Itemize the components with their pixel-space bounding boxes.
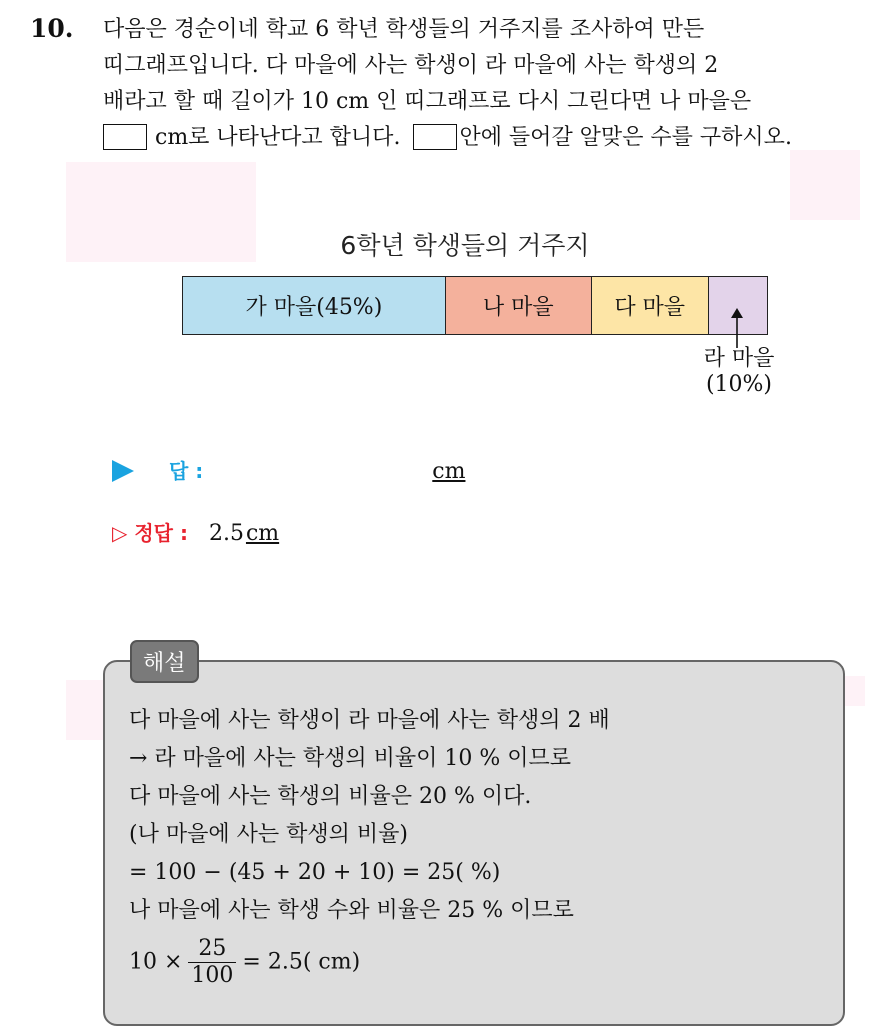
question-line: 띠그래프입니다. 다 마을에 사는 학생이 라 마을에 사는 학생의 2	[103, 53, 719, 78]
correct-answer-row	[112, 517, 279, 546]
formula-lead: 10 ×	[129, 949, 183, 975]
answer-row	[112, 455, 465, 484]
band-segment: 가 마을(45%)	[183, 277, 446, 334]
background-decoration	[790, 150, 860, 220]
band-graph	[182, 276, 768, 335]
explanation-formula	[129, 936, 843, 989]
chart-annotation	[684, 346, 794, 398]
question-text	[103, 12, 863, 156]
annotation-percent: (10%)	[705, 372, 773, 397]
fraction-denominator: 100	[191, 963, 234, 988]
background-decoration	[66, 162, 256, 262]
explanation-line: → 라 마을에 사는 학생의 비율이 10 % 이므로	[129, 746, 572, 771]
triangle-right-icon	[112, 460, 134, 482]
explanation-tag: 해설	[130, 640, 199, 683]
fraction-numerator: 25	[188, 936, 236, 963]
correct-unit: cm	[245, 521, 280, 546]
blank-box	[413, 124, 457, 150]
annotation-label: 라 마을	[703, 346, 775, 371]
band-segment: 다 마을	[592, 277, 709, 334]
background-decoration	[845, 676, 865, 706]
arrow-up-icon	[729, 308, 745, 348]
correct-value: 2.5	[208, 521, 244, 546]
question-line: 배라고 할 때 길이가 10 cm 인 띠그래프로 다시 그린다면 나 마을은	[103, 89, 752, 114]
question-line: 다음은 경순이네 학교 6 학년 학생들의 거주지를 조사하여 만든	[103, 17, 705, 42]
formula-tail: = 2.5( cm)	[242, 949, 361, 975]
explanation-box	[103, 660, 845, 1026]
explanation-line: 나 마을에 사는 학생 수와 비율은 25 % 이므로	[129, 898, 574, 923]
explanation-line: 다 마을에 사는 학생이 라 마을에 사는 학생의 2 배	[129, 708, 610, 733]
background-decoration	[66, 680, 106, 740]
question-number: 10.	[30, 14, 74, 43]
fraction	[188, 936, 236, 989]
question-line-part: cm로 나타난다고 합니다.	[155, 125, 401, 150]
question-line	[103, 120, 863, 156]
band-segment: 나 마을	[446, 277, 592, 334]
answer-label: 답 :	[169, 459, 204, 483]
explanation-line: = 100 − (45 + 20 + 10) = 25( %)	[129, 860, 501, 885]
explanation-line: (나 마을에 사는 학생의 비율)	[129, 822, 408, 847]
correct-label: ▷ 정답 :	[112, 521, 188, 545]
answer-unit: cm	[432, 459, 466, 484]
explanation-line: 다 마을에 사는 학생의 비율은 20 % 이다.	[129, 784, 532, 809]
blank-box	[103, 124, 147, 150]
question-line-part: 안에 들어갈 알맞은 수를 구하시오.	[459, 125, 792, 150]
chart-title: 6학년 학생들의 거주지	[340, 231, 590, 260]
